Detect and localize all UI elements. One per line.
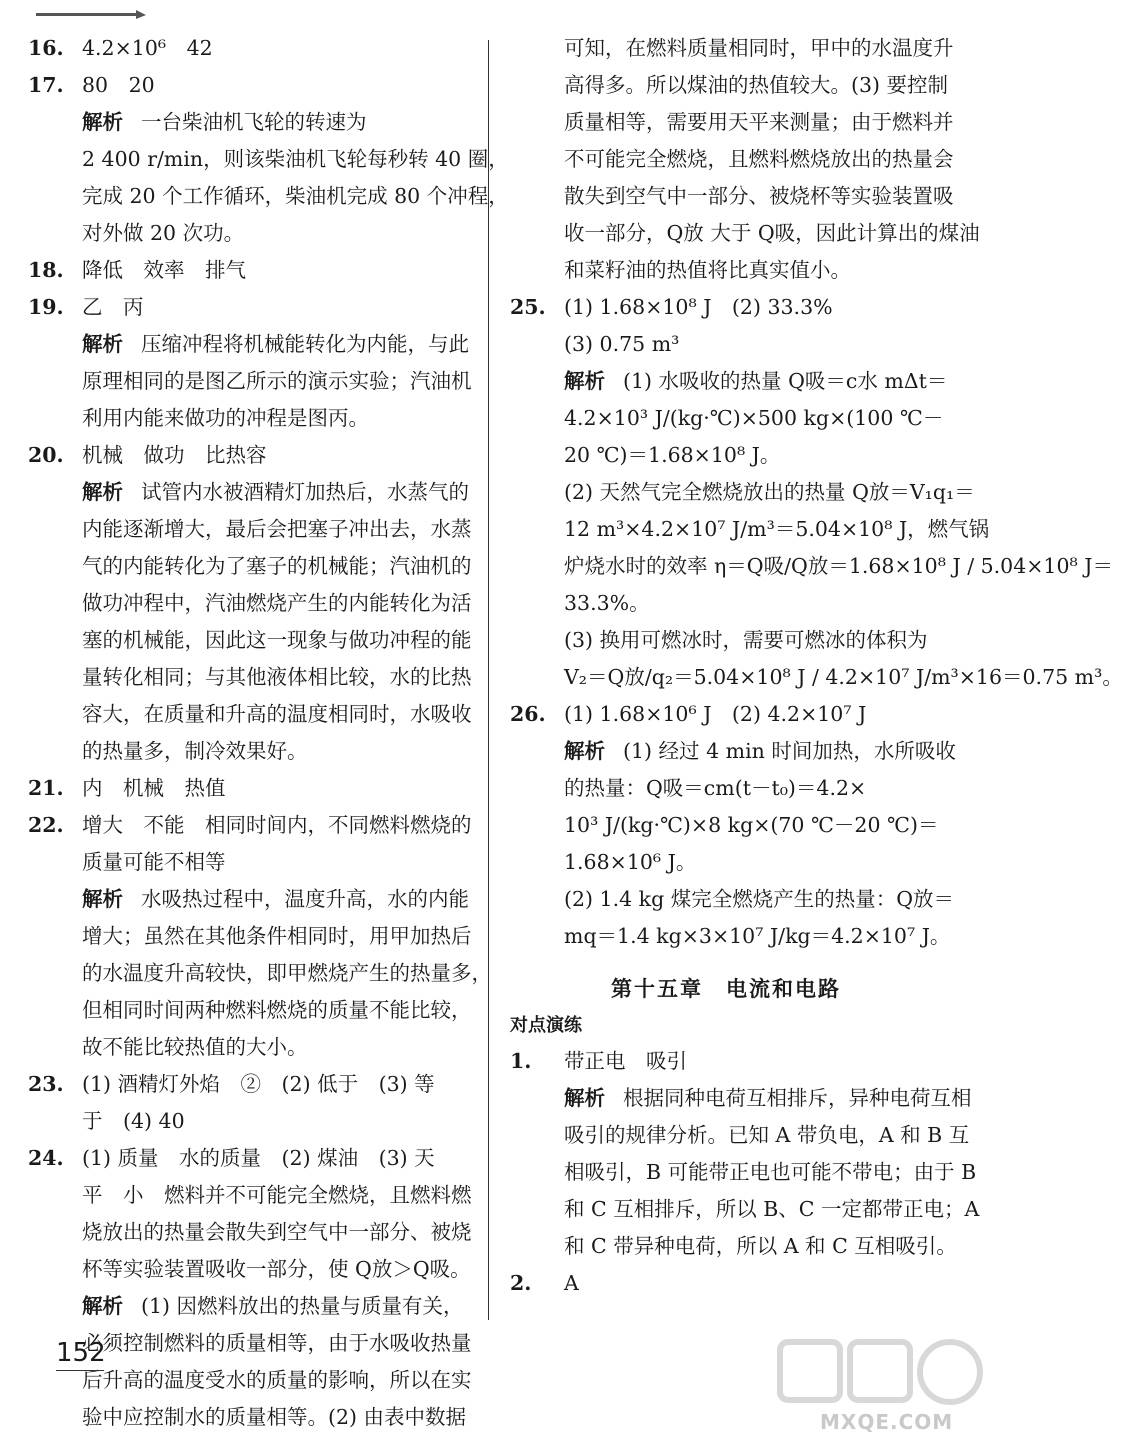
text-line (510, 437, 942, 474)
line-text: (1) 酒精灯外焰 ② (2) 低于 (3) 等 (82, 1072, 435, 1096)
item-number: 23. (28, 1072, 64, 1096)
item-number: 16. (28, 36, 64, 60)
text-line (28, 1399, 480, 1436)
item-number: 20. (28, 443, 64, 467)
answer-item (28, 1066, 480, 1103)
item-number: 22. (28, 813, 64, 837)
line-text: 散失到空气中一部分、被烧杯等实验装置吸 (564, 184, 954, 208)
answer-item (510, 696, 942, 733)
line-text: (1) 质量 水的质量 (2) 煤油 (3) 天 (82, 1146, 435, 1170)
line-text: 质量相等，需要用天平来测量；由于燃料并 (564, 110, 954, 134)
item-number: 18. (28, 258, 64, 282)
answer-item (510, 289, 942, 326)
analysis-label: 解析 (82, 110, 123, 134)
line-text: 对外做 20 次功。 (82, 221, 245, 245)
line-text: 水吸热过程中，温度升高，水的内能 (141, 887, 469, 911)
line-text: (3) 0.75 m³ (564, 332, 680, 356)
item-number: 19. (28, 295, 64, 319)
text-line (28, 141, 509, 178)
line-text: 高得多。所以煤油的热值较大。(3) 要控制 (564, 73, 949, 97)
line-text: 和菜籽油的热值将比真实值小。 (564, 258, 851, 282)
line-text: 量转化相同；与其他液体相比较，水的比热 (82, 665, 472, 689)
line-text: (1) 因燃料放出的热量与质量有关， (141, 1294, 464, 1318)
answer-item (28, 30, 480, 67)
line-text: 收一部分，Q放 大于 Q吸，因此计算出的煤油 (564, 221, 980, 245)
line-text: (1) 水吸收的热量 Q吸＝c水 mΔt＝ (623, 369, 948, 393)
line-text: 根据同种电荷互相排斥，异种电荷互相 (623, 1086, 972, 1110)
line-text: 做功冲程中，汽油燃烧产生的内能转化为活 (82, 591, 472, 615)
answer-item (28, 437, 480, 474)
item-number: 25. (510, 295, 546, 319)
page-number: 152 (56, 1338, 106, 1368)
line-text: 必须控制燃料的质量相等，由于水吸收热量 (82, 1331, 472, 1355)
line-text: 可知，在燃料质量相同时，甲中的水温度升 (564, 36, 954, 60)
line-text: (1) 1.68×10⁸ J (2) 33.3% (564, 295, 833, 319)
line-text: 机械 做功 比热容 (82, 443, 267, 467)
text-line (28, 1029, 480, 1066)
text-line (510, 141, 954, 178)
text-line (28, 215, 480, 252)
line-text: 于 (4) 40 (82, 1109, 185, 1133)
line-text: 压缩冲程将机械能转化为内能，与此 (141, 332, 469, 356)
page-number-rule (56, 1370, 104, 1371)
text-line (510, 363, 948, 400)
item-number: 2. (510, 1271, 532, 1295)
text-line (510, 1117, 970, 1154)
text-line (510, 104, 954, 141)
watermark-text: MXQE.COM (820, 1410, 954, 1434)
line-text: 33.3%。 (564, 591, 650, 615)
text-line (510, 474, 975, 511)
line-text: (2) 1.4 kg 煤完全燃烧产生的热量：Q放＝ (564, 887, 955, 911)
line-text: 验中应控制水的质量相等。(2) 由表中数据 (82, 1405, 467, 1429)
text-line (510, 67, 949, 104)
chapter-heading: 第十五章 电流和电路 (611, 976, 841, 1001)
text-line (28, 955, 492, 992)
line-text: 增大 不能 相同时间内，不同燃料燃烧的 (82, 813, 472, 837)
line-text: 不可能完全燃烧，且燃料燃烧放出的热量会 (564, 147, 954, 171)
line-text: 吸引的规律分析。已知 A 带负电，A 和 B 互 (564, 1123, 970, 1147)
line-text: 1.68×10⁶ J。 (564, 850, 697, 874)
line-text: V₂＝Q放/q₂＝5.04×10⁸ J / 4.2×10⁷ J/m³×16＝0.75 m³。 (564, 665, 1123, 689)
text-line (510, 30, 954, 67)
text-line (28, 1251, 480, 1288)
text-line (28, 622, 480, 659)
text-line (28, 992, 480, 1029)
line-text: 利用内能来做功的冲程是图丙。 (82, 406, 369, 430)
line-text: 的热量：Q吸＝cm(t－t₀)＝4.2× (564, 776, 867, 800)
line-text: 但相同时间两种燃料燃烧的质量不能比较， (82, 998, 472, 1022)
right-column (510, 30, 1123, 1302)
header-mark (36, 10, 146, 20)
text-line (510, 844, 942, 881)
analysis-label: 解析 (82, 480, 123, 504)
line-text: 平 小 燃料并不可能完全燃烧，且燃料燃 (82, 1183, 472, 1207)
text-line (510, 1191, 980, 1228)
text-line (510, 770, 942, 807)
line-text: (2) 天然气完全燃烧放出的热量 Q放＝V₁q₁＝ (564, 480, 975, 504)
text-line (28, 1103, 480, 1140)
line-text: 容大，在质量和升高的温度相同时，水吸收 (82, 702, 472, 726)
text-line (28, 585, 480, 622)
text-line (510, 659, 1123, 696)
item-number: 26. (510, 702, 546, 726)
line-text: 原理相同的是图乙所示的演示实验；汽油机 (82, 369, 472, 393)
item-number: 1. (510, 1049, 532, 1073)
text-line (28, 1214, 480, 1251)
analysis-label: 解析 (564, 739, 605, 763)
answer-item (510, 1265, 942, 1302)
text-line (510, 178, 954, 215)
answer-item (28, 1140, 480, 1177)
line-text: 内能逐渐增大，最后会把塞子冲出去，水蒸 (82, 517, 472, 541)
line-text: 20 ℃)＝1.68×10⁸ J。 (564, 443, 781, 467)
analysis-label: 解析 (564, 369, 605, 393)
item-number: 21. (28, 776, 64, 800)
line-text: 4.2×10⁶ 42 (82, 36, 213, 60)
text-line (510, 1154, 977, 1191)
text-line (28, 363, 480, 400)
left-column (28, 30, 509, 1436)
line-text: 10³ J/(kg·℃)×8 kg×(70 ℃－20 ℃)＝ (564, 813, 939, 837)
line-text: 2 400 r/min，则该柴油机飞轮每秒转 40 圈， (82, 147, 509, 171)
text-line (28, 178, 509, 215)
line-text: 完成 20 个工作循环，柴油机完成 80 个冲程， (82, 184, 509, 208)
text-line (28, 548, 480, 585)
answer-item (28, 770, 480, 807)
analysis-label: 解析 (82, 332, 123, 356)
line-text: 的热量多，制冷效果好。 (82, 739, 308, 763)
line-text: 带正电 吸引 (564, 1049, 687, 1073)
text-line (510, 215, 980, 252)
text-line (28, 474, 480, 511)
text-line (510, 918, 951, 955)
line-text: 试管内水被酒精灯加热后，水蒸气的 (141, 480, 469, 504)
text-line (510, 622, 942, 659)
line-text: 和 C 带异种电荷，所以 A 和 C 互相吸引。 (564, 1234, 957, 1258)
line-text: 气的内能转化为了塞子的机械能；汽油机的 (82, 554, 472, 578)
line-text: 12 m³×4.2×10⁷ J/m³＝5.04×10⁸ J，燃气锅 (564, 517, 990, 541)
answer-item (28, 807, 480, 844)
line-text: (1) 1.68×10⁶ J (2) 4.2×10⁷ J (564, 702, 867, 726)
text-line (28, 1288, 480, 1325)
line-text: 质量可能不相等 (82, 850, 226, 874)
text-line (28, 881, 480, 918)
column-divider (488, 40, 489, 1320)
line-text: 80 20 (82, 73, 155, 97)
text-line (28, 696, 480, 733)
item-number: 17. (28, 73, 64, 97)
line-text: 的水温度升高较快，即甲燃烧产生的热量多， (82, 961, 492, 985)
text-line (28, 733, 480, 770)
line-text: 炉烧水时的效率 η＝Q吸/Q放＝1.68×10⁸ J / 5.04×10⁸ J＝ (564, 554, 1113, 578)
line-text: 相吸引，B 可能带正电也可能不带电；由于 B (564, 1160, 977, 1184)
text-line (28, 400, 480, 437)
line-text: 烧放出的热量会散失到空气中一部分、被烧 (82, 1220, 472, 1244)
text-line (510, 1080, 972, 1117)
analysis-label: 解析 (564, 1086, 605, 1110)
analysis-label: 解析 (82, 1294, 123, 1318)
line-text: (1) 经过 4 min 时间加热，水所吸收 (623, 739, 956, 763)
text-line (510, 585, 942, 622)
text-line (510, 252, 942, 289)
answer-item (510, 1043, 942, 1080)
text-line (28, 326, 480, 363)
text-line (510, 400, 942, 437)
text-line (28, 104, 480, 141)
line-text: mq＝1.4 kg×3×10⁷ J/kg＝4.2×10⁷ J。 (564, 924, 951, 948)
text-line (510, 548, 1113, 585)
text-line (510, 511, 990, 548)
analysis-label: 解析 (82, 887, 123, 911)
section-title: 对点演练 (510, 1015, 582, 1036)
text-line (28, 659, 480, 696)
text-line (510, 733, 956, 770)
text-line (510, 1228, 957, 1265)
line-text: 乙 丙 (82, 295, 144, 319)
answer-item (28, 252, 480, 289)
line-text: 故不能比较热值的大小。 (82, 1035, 308, 1059)
text-line (28, 844, 480, 881)
line-text: 后升高的温度受水的质量的影响，所以在实 (82, 1368, 472, 1392)
line-text: 杯等实验装置吸收一部分，使 Q放＞Q吸。 (82, 1257, 471, 1281)
text-line (28, 511, 480, 548)
line-text: 一台柴油机飞轮的转速为 (141, 110, 367, 134)
text-line (510, 807, 942, 844)
line-text: A (564, 1271, 579, 1295)
line-text: 增大；虽然在其他条件相同时，用甲加热后 (82, 924, 472, 948)
line-text: 和 C 互相排斥，所以 B、C 一定都带正电；A (564, 1197, 980, 1221)
line-text: 4.2×10³ J/(kg·℃)×500 kg×(100 ℃－ (564, 406, 944, 430)
line-text: 塞的机械能，因此这一现象与做功冲程的能 (82, 628, 472, 652)
text-line (510, 326, 942, 363)
text-line (28, 1177, 480, 1214)
line-text: (3) 换用可燃冰时，需要可燃冰的体积为 (564, 628, 928, 652)
line-text: 降低 效率 排气 (82, 258, 246, 282)
line-text: 内 机械 热值 (82, 776, 226, 800)
answer-item (28, 289, 480, 326)
item-number: 24. (28, 1146, 64, 1170)
text-line (510, 881, 955, 918)
text-line (28, 918, 480, 955)
answer-item (28, 67, 480, 104)
